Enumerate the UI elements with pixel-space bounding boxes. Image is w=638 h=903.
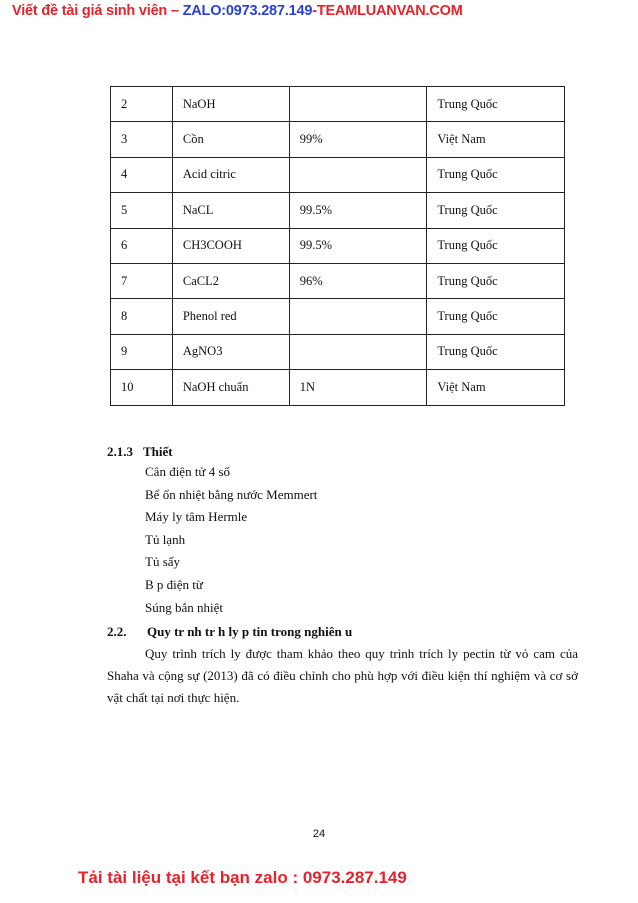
cell-origin: Việt Nam (427, 122, 565, 157)
equipment-list (145, 461, 317, 619)
section-title: Quy tr nh tr h ly p tin trong nghiên u (147, 624, 353, 639)
list-item: Súng bắn nhiệt (145, 599, 223, 615)
cell-index: 2 (111, 87, 173, 122)
section-number: 2.1.3 (107, 444, 133, 459)
cell-name: NaCL (172, 193, 289, 228)
table-row (111, 334, 565, 369)
cell-name: Acid citric (172, 157, 289, 192)
cell-concentration (289, 299, 427, 334)
cell-concentration (289, 87, 427, 122)
header-banner-text: Viết đề tài giá sinh viên – (12, 3, 183, 19)
list-item: Tủ sấy (145, 554, 181, 570)
table-row (111, 157, 565, 192)
table-row (111, 87, 565, 122)
cell-index: 5 (111, 193, 173, 228)
cell-name: NaOH (172, 87, 289, 122)
header-banner-zalo: ZALO:0973.287.149 (182, 3, 313, 19)
header-banner-site: -TEAMLUANVAN.COM (312, 3, 463, 19)
table-row (111, 193, 565, 228)
section-heading-2-1-3 (107, 444, 173, 460)
cell-name: Cồn (172, 122, 289, 157)
cell-origin: Trung Quốc (427, 334, 565, 369)
cell-index: 7 (111, 263, 173, 298)
table-row (111, 263, 565, 298)
chemicals-table (110, 86, 565, 406)
page-number: 24 (312, 828, 326, 840)
cell-index: 9 (111, 334, 173, 369)
cell-index: 6 (111, 228, 173, 263)
cell-concentration: 99% (289, 122, 427, 157)
table-row (111, 299, 565, 334)
cell-origin: Trung Quốc (427, 263, 565, 298)
cell-name: NaOH chuẩn (172, 370, 289, 405)
table-row (111, 370, 565, 405)
cell-index: 4 (111, 157, 173, 192)
cell-concentration: 96% (289, 263, 427, 298)
section-title: Thiết (143, 444, 173, 459)
cell-index: 3 (111, 122, 173, 157)
cell-index: 8 (111, 299, 173, 334)
list-item: Cân điện tử 4 số (145, 464, 231, 479)
list-item: Bể ổn nhiệt bằng nước Memmert (145, 486, 318, 502)
list-item: Máy ly tâm Hermle (145, 509, 248, 525)
cell-concentration: 1N (289, 370, 427, 405)
cell-origin: Trung Quốc (427, 157, 565, 192)
section-number: 2.2. (107, 624, 127, 639)
cell-name: Phenol red (172, 299, 289, 334)
cell-index: 10 (111, 370, 173, 405)
cell-origin: Trung Quốc (427, 87, 565, 122)
cell-concentration: 99.5% (289, 228, 427, 263)
list-item: B p điện từ (145, 576, 203, 592)
cell-origin: Trung Quốc (427, 228, 565, 263)
table-row (111, 122, 565, 157)
cell-concentration (289, 157, 427, 192)
body-paragraph: Quy trình trích ly được tham khảo theo quy trình trích ly pectin từ vỏ cam của Shaha và cộng sự (2013) đã có điều chỉnh cho phù hợp với điều kiện thí nghiệm và cơ sở vật chất tại nơi thực hiện. (107, 646, 578, 705)
cell-origin: Trung Quốc (427, 193, 565, 228)
cell-name: CH3COOH (172, 228, 289, 263)
cell-name: CaCL2 (172, 263, 289, 298)
footer-banner: Tải tài liệu tại kết bạn zalo : 0973.287.149 (78, 868, 407, 887)
cell-name: AgNO3 (172, 334, 289, 369)
list-item: Tủ lạnh (145, 531, 186, 547)
header-banner (12, 3, 463, 19)
cell-origin: Việt Nam (427, 370, 565, 405)
cell-concentration: 99.5% (289, 193, 427, 228)
section-heading-2-2 (107, 624, 352, 640)
cell-concentration (289, 334, 427, 369)
table-row (111, 228, 565, 263)
cell-origin: Trung Quốc (427, 299, 565, 334)
